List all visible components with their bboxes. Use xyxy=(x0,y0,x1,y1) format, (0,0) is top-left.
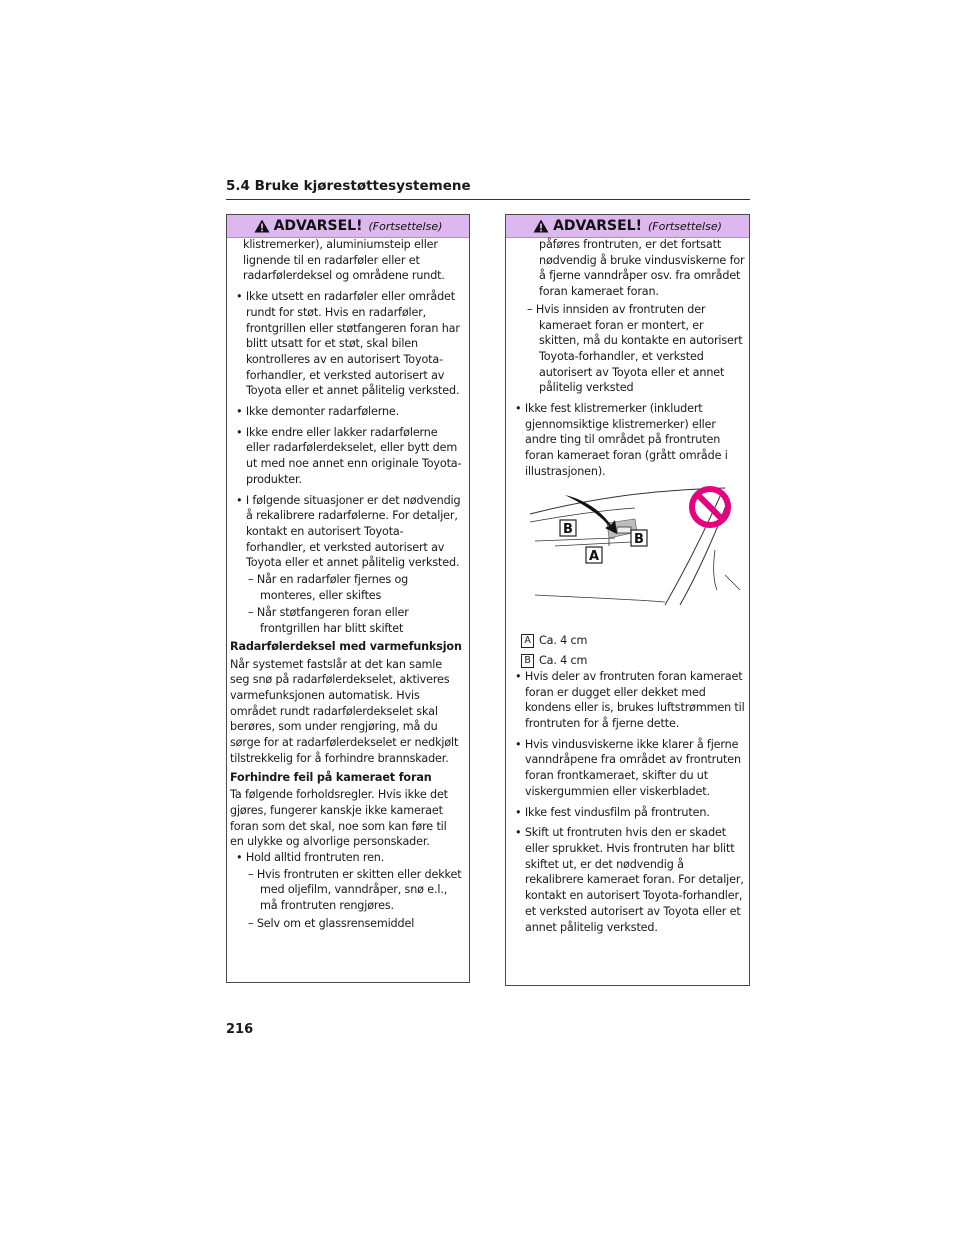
label-b-line xyxy=(509,653,745,669)
subheading: Forhindre feil på kameraet foran xyxy=(230,770,432,784)
warning-box-left xyxy=(226,214,470,983)
illus-label-b-right: B xyxy=(634,532,644,547)
windshield-camera-illustration xyxy=(525,480,747,610)
page-number: 216 xyxy=(226,1022,254,1037)
dash-item: – Når en radarføler fjernes og monteres, eller skiftes xyxy=(248,573,409,602)
warning-band xyxy=(506,215,749,238)
header-rule xyxy=(226,199,750,200)
bullet-item: • Hvis vindusviskerne ikke klarer å fjerne vanndråpene fra området av frontruten foran frontkameraet, skifter du ut viskergummien eller viskerbladet. xyxy=(515,737,741,798)
bullet-item: • Ikke fest vindusfilm på frontruten. xyxy=(515,805,710,819)
bullet-item: • Hold alltid frontruten ren. xyxy=(236,851,385,865)
bullet-item: • I følgende situasjoner er det nødvendig å rekalibrere radarfølerne. For detaljer, kontakt en autorisert Toyota-forhandler, et verksted autorisert av Toyota eller et annet pålitelig verksted. xyxy=(236,493,461,570)
illus-label-a: A xyxy=(588,549,600,564)
subheading: Radarfølerdeksel med varmefunksjon xyxy=(230,639,462,653)
dash-item: – Hvis frontruten er skitten eller dekket med oljefilm, vanndråper, snø e.l., må frontruten rengjøres. xyxy=(248,867,462,913)
label-a-line xyxy=(509,633,745,649)
warning-triangle-icon xyxy=(533,219,549,233)
bullet-item: • Ikke utsett en radarføler eller området rundt for støt. Hvis en radarføler, frontgrillen eller støtfangeren foran har blitt utsatt for et støt, skal bilen kontrolleres av en autorisert Toyota-forhandler, et verksted autorisert av Toyota eller et annet pålitelig verksted. xyxy=(236,290,460,398)
warning-title: ADVARSEL! xyxy=(273,218,363,234)
section-header: 5.4 Bruke kjørestøttesystemene xyxy=(226,178,471,194)
paragraph: Ta følgende forholdsregler. Hvis ikke det gjøres, fungerer kanskje ikke kameraet foran som det skal, noe som kan føre til en ulykke og alvorlige personskader. xyxy=(230,788,448,849)
paragraph: klistremerker), aluminiumsteip eller lignende til en radarføler eller et radarfølerdeksel og områdene rundt. xyxy=(243,238,445,283)
dash-item: – Hvis innsiden av frontruten der kameraet foran er montert, er skitten, må du kontakte en autorisert Toyota-forhandler, et verksted autorisert av Toyota eller et annet pålitelig verksted xyxy=(527,302,743,395)
label-a-text: Ca. 4 cm xyxy=(539,633,588,647)
warning-band xyxy=(227,215,469,238)
illus-label-b-left: B xyxy=(563,522,573,537)
warning-title: ADVARSEL! xyxy=(553,218,642,234)
label-b-text: Ca. 4 cm xyxy=(539,654,588,668)
bullet-item: • Ikke fest klistremerker (inkludert gjennomsiktige klistremerker) eller andre ting til området på frontruten foran kameraet foran (grått område i illustrasjonen). xyxy=(515,402,728,478)
paragraph: påføres frontruten, er det fortsatt nødvendig å bruke vindusviskerne for å fjerne vanndråper osv. fra området foran kameraet foran. xyxy=(539,238,745,299)
warning-triangle-icon xyxy=(254,219,270,233)
warning-continued: (Fortsettelse) xyxy=(647,219,722,233)
prohibition-icon xyxy=(692,489,728,525)
label-a-tag: A xyxy=(521,634,534,648)
warning-continued: (Fortsettelse) xyxy=(368,219,443,233)
dash-item: – Selv om et glassrensemiddel xyxy=(248,916,415,930)
label-b-tag: B xyxy=(521,654,534,668)
bullet-item: • Skift ut frontruten hvis den er skadet eller sprukket. Hvis frontruten har blitt skiftet ut, er det nødvendig å rekalibrere kameraet foran. For detaljer, kontakt en autorisert Toyota-forhandler, et verksted autorisert av Toyota eller et annet pålitelig verksted. xyxy=(515,826,744,934)
dash-item: – Når støtfangeren foran eller frontgrillen har blitt skiftet xyxy=(248,606,409,636)
bullet-item: • Hvis deler av frontruten foran kameraet foran er dugget eller dekket med kondens eller is, brukes luftstrømmen til frontruten for å fjerne dette. xyxy=(515,669,745,731)
paragraph: Når systemet fastslår at det kan samle seg snø på radarfølerdekselet, aktiveres varmefunksjonen automatisk. Hvis området rundt radarfølerdekselet skal berøres, som under rengjøring, må du sørge for at radarfølerdekselet er nedkjølt tilstrekkelig for å forhindre brannskader. xyxy=(230,657,459,765)
bullet-item: • Ikke demonter radarfølerne. xyxy=(236,405,400,419)
bullet-item: • Ikke endre eller lakker radarfølerne eller radarfølerdekselet, eller bytt dem ut med noe annet enn originale Toyota-produkter. xyxy=(236,425,462,486)
